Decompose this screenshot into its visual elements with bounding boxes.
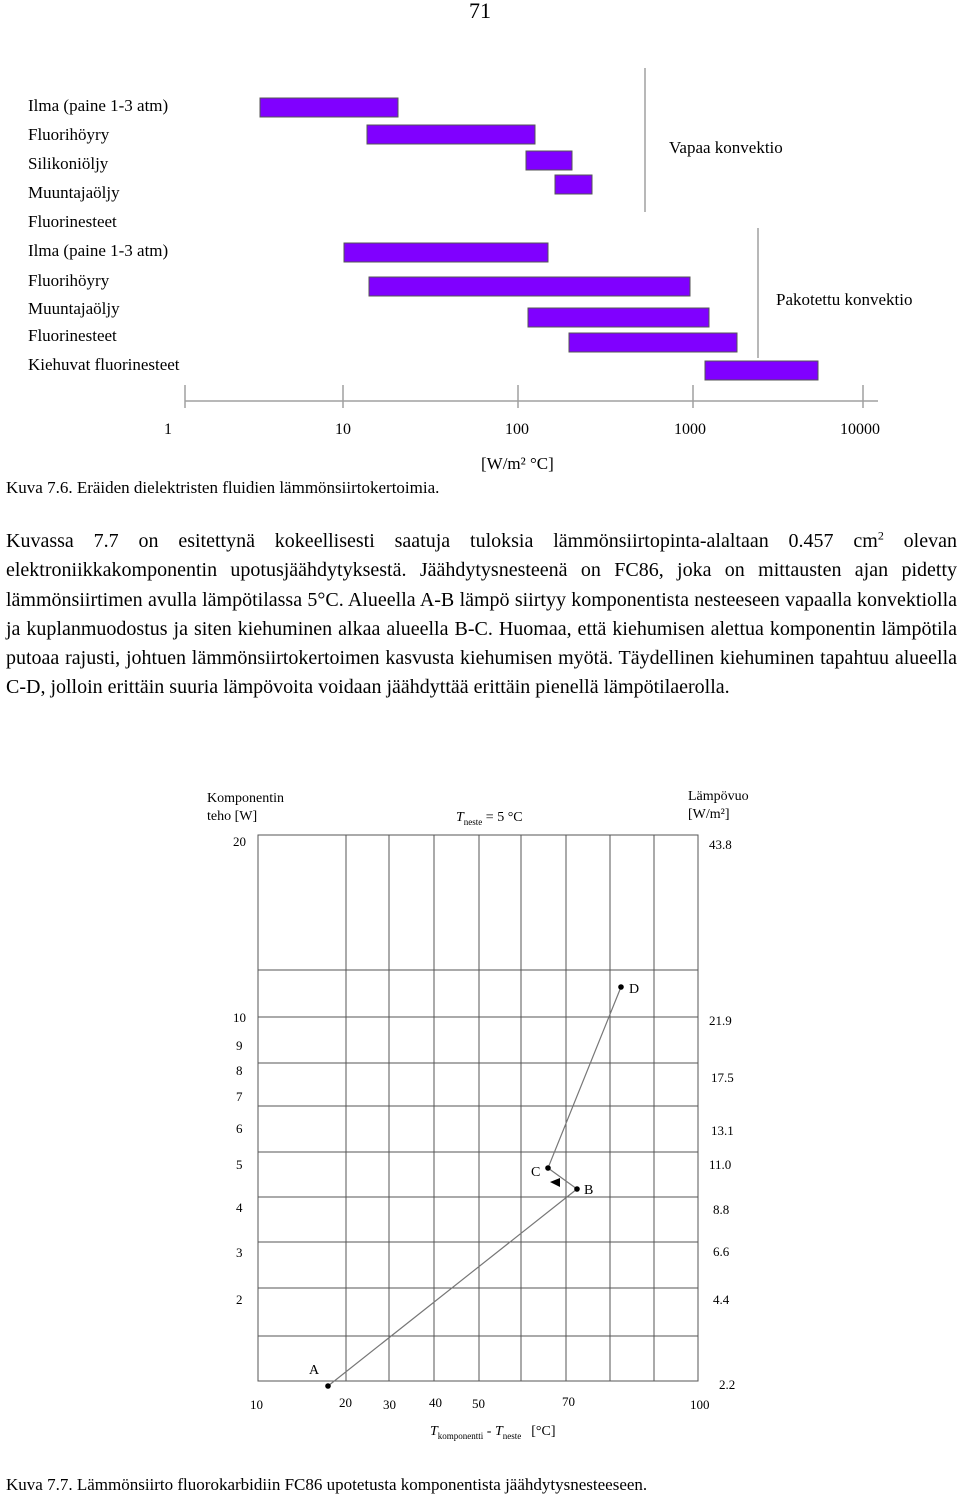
range-bar xyxy=(555,175,592,194)
point-d xyxy=(618,984,624,990)
x-axis-label: $T_{komponentti} - T_{neste}$ [°C] xyxy=(430,1424,556,1441)
point-c xyxy=(545,1165,551,1171)
point-label-b: B xyxy=(584,1183,594,1198)
range-bars xyxy=(260,98,818,380)
x-tick-label: 1000 xyxy=(674,421,706,438)
axis-unit: [W/m² °C] xyxy=(481,454,554,473)
left-tick: 5 xyxy=(236,1157,243,1172)
fluid-label: Ilma (paine 1-3 atm) xyxy=(28,96,169,115)
left-tick: 10 xyxy=(233,1010,246,1025)
bottom-tick: 40 xyxy=(429,1395,442,1410)
right-axis-label: Lämpövuo xyxy=(688,789,749,804)
right-tick: 13.1 xyxy=(711,1123,734,1138)
page-number: 71 xyxy=(469,0,491,23)
bottom-tick: 70 xyxy=(562,1394,575,1409)
fluid-label: Muuntajaöljy xyxy=(28,183,120,202)
range-bar xyxy=(569,333,737,352)
range-bar xyxy=(260,98,398,117)
point-a xyxy=(325,1383,331,1389)
fluid-label: Kiehuvat fluorinesteet xyxy=(28,355,180,374)
x-tick-label: 10 xyxy=(335,421,351,438)
paragraph-part2: olevan elektroniikkakomponentin upotusjäähdytyksestä. Jäähdytysnesteenä on FC86, joka on mittausten ajan pidetty lämmönsiirtimen avulla lämpötilassa 5°C. Alueella A-B lämpö siirtyy komponentista nesteeseen vapaalla konvektiolla ja kuplanmuodostus ja siten kiehuminen alkaa alueella B-C. Huomaa, että kiehumisen alettua komponentin lämpötila putoaa rajusti, johtuen lämmönsiirtokertoimen kasvusta kiehumisen myötä. Täydellinen kiehuminen tapahtuu alueella C-D, jolloin erittäin suuria lämpövoita voidaan jäähdyttää erittäin pienellä lämpötilaerolla. xyxy=(6,530,957,699)
fluid-label: Fluorihöyry xyxy=(28,125,110,144)
left-tick: 6 xyxy=(236,1121,243,1136)
bottom-tick: 30 xyxy=(383,1397,396,1412)
left-tick: 9 xyxy=(236,1038,243,1053)
range-bar xyxy=(367,125,535,144)
point-label-d: D xyxy=(629,982,640,997)
left-tick: 8 xyxy=(236,1063,243,1078)
x-tick-label: 10000 xyxy=(840,421,880,438)
left-axis-label: teho [W] xyxy=(207,809,258,824)
bottom-tick: 10 xyxy=(250,1397,263,1412)
left-tick: 20 xyxy=(233,834,246,849)
fluid-label: Silikoniöljy xyxy=(28,154,109,173)
range-bar xyxy=(526,151,572,170)
right-tick: 21.9 xyxy=(709,1013,732,1028)
body-paragraph xyxy=(6,527,957,703)
range-bar xyxy=(528,308,709,327)
bottom-tick: 100 xyxy=(690,1397,710,1412)
bottom-tick: 50 xyxy=(472,1396,485,1411)
right-tick: 6.6 xyxy=(713,1244,730,1259)
fluid-label: Fluorihöyry xyxy=(28,271,110,290)
left-axis-label: Komponentin xyxy=(207,791,284,806)
right-tick: 2.2 xyxy=(719,1377,736,1392)
plot-frame xyxy=(258,835,698,1381)
paragraph-part1: Kuvassa 7.7 on esitettynä kokeellisesti saatuja tuloksia lämmönsiirtopinta-alaltaan 0.457 cm xyxy=(6,530,878,552)
figure-caption: Kuva 7.7. Lämmönsiirto fluorokarbidiin FC86 upotetusta komponentista jäähdytysnesteeseen. xyxy=(6,1475,648,1494)
right-tick: 4.4 xyxy=(713,1292,730,1307)
free-convection-label: Vapaa konvektio xyxy=(669,138,783,157)
arrowhead xyxy=(550,1178,560,1187)
point-b xyxy=(574,1186,580,1192)
left-tick: 2 xyxy=(236,1292,243,1307)
fluid-label: Ilma (paine 1-3 atm) xyxy=(28,241,169,260)
fluid-temperature-label: $T_{neste} = 5$ °C xyxy=(456,810,523,827)
fluid-label: Fluorinesteet xyxy=(28,212,117,231)
point-label-c: C xyxy=(531,1165,541,1180)
x-tick-label: 1 xyxy=(164,421,172,438)
chart-grid xyxy=(258,835,698,1381)
right-tick: 8.8 xyxy=(713,1202,730,1217)
right-tick: 11.0 xyxy=(709,1157,732,1172)
x-tick-label: 100 xyxy=(505,421,529,438)
forced-convection-label: Pakotettu konvektio xyxy=(776,290,913,309)
range-bar xyxy=(344,243,548,262)
figure-caption: Kuva 7.6. Eräiden dielektristen fluidien lämmönsiirtokertoimia. xyxy=(6,478,440,497)
left-tick: 4 xyxy=(236,1200,243,1215)
superscript-2: 2 xyxy=(877,528,884,543)
right-tick: 43.8 xyxy=(709,837,732,852)
range-bar xyxy=(369,277,690,296)
range-bar xyxy=(705,361,818,380)
point-label-a: A xyxy=(309,1363,320,1378)
fluid-label: Muuntajaöljy xyxy=(28,299,120,318)
fluid-label: Fluorinesteet xyxy=(28,326,117,345)
left-tick: 3 xyxy=(236,1245,243,1260)
right-axis-label: [W/m²] xyxy=(688,807,730,822)
bottom-tick: 20 xyxy=(339,1395,352,1410)
right-tick: 17.5 xyxy=(711,1070,734,1085)
left-tick: 7 xyxy=(236,1089,243,1104)
